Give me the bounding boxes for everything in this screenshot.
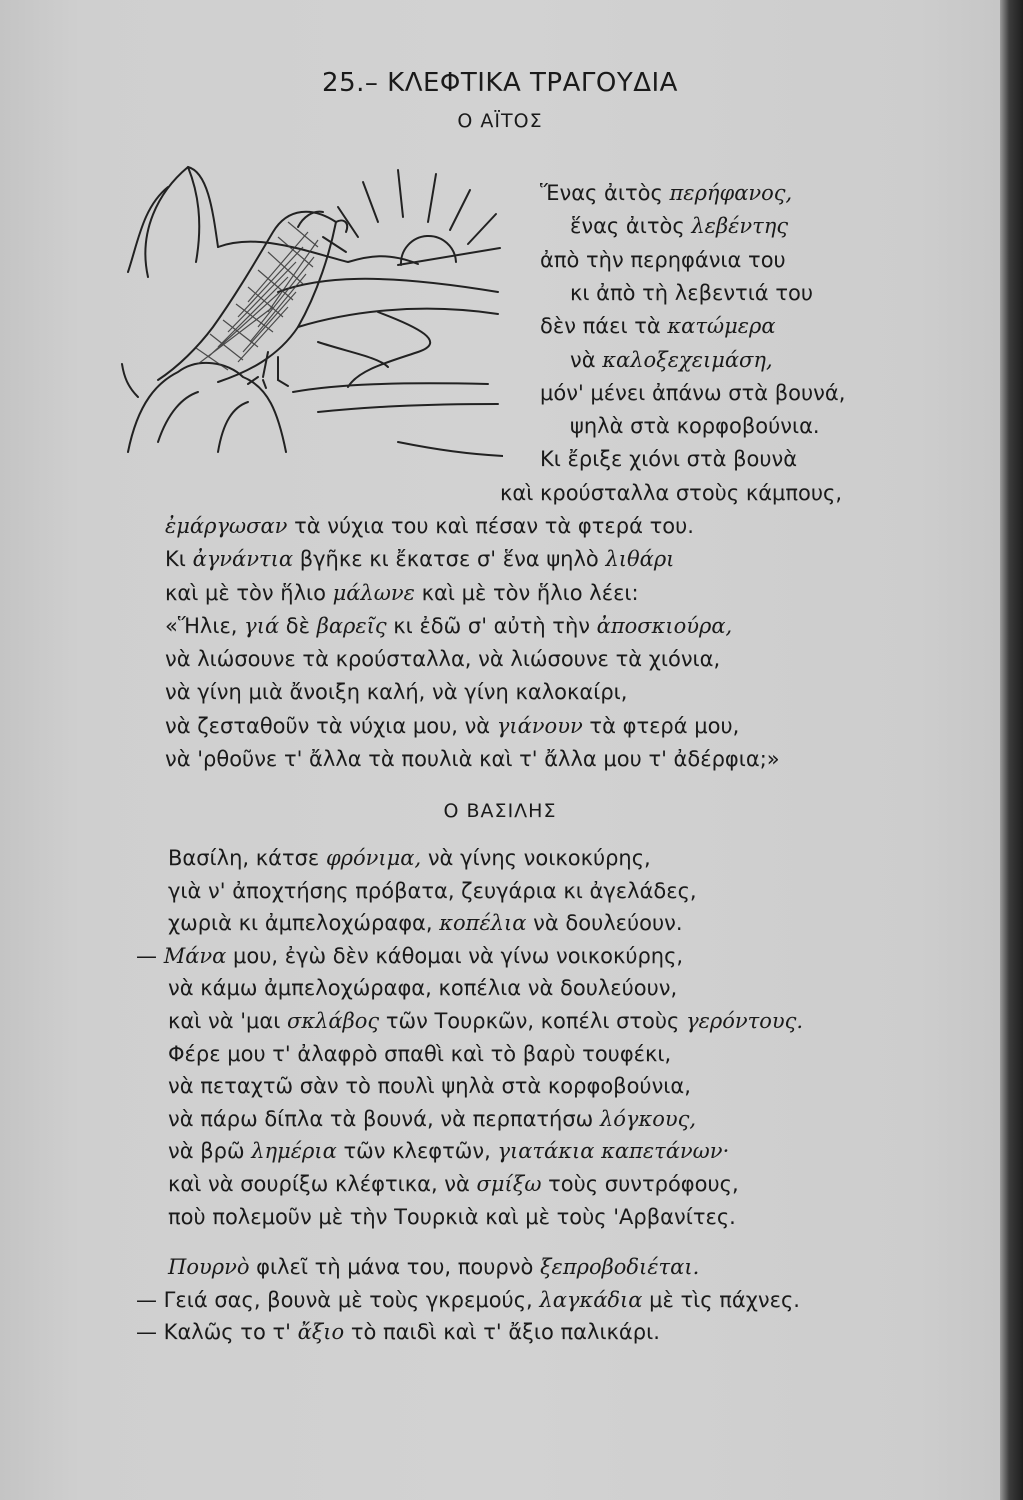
line-text: νὰ γίνη μιὰ ἄνοιξη καλή, νὰ γίνη καλοκαίρι, [165,680,628,704]
line-text: καὶ κρούσταλλα στοὺς κάμπους, [500,481,843,505]
line-text: μόν' μένει ἀπάνω στὰ βουνά, [540,381,846,405]
line-text: — Γειά σας, βουνὰ μὲ τοὺς γκρεμούς, [136,1288,540,1312]
line-text: τὸ παιδὶ καὶ τ' ἄξιο παλικάρι. [344,1320,660,1344]
poem-line [540,311,776,341]
line-text-italic: καλοξεχειμάση, [602,348,773,372]
line-text-italic: λόγκους, [599,1107,697,1131]
line-text-italic: ἄξιο [297,1320,345,1344]
line-text-italic: κατώμερα [667,314,776,338]
line-text-italic: γερόντους. [686,1009,804,1033]
poem-line [168,843,651,873]
line-text: Ἕνας ἀιτὸς [540,181,670,205]
line-text: καὶ νὰ 'μαι [168,1009,288,1033]
line-text: καὶ μὲ τὸν ἥλιο [165,581,333,605]
line-text: νὰ [570,348,603,372]
line-text-italic: ἀγνάντια [192,547,294,571]
line-text: νὰ λιώσουνε τὰ κρούσταλλα, νὰ λιώσουνε τὰ χιόνια, [165,647,721,671]
line-text: τοὺς συντρόφους, [541,1172,739,1196]
line-text: νὰ πάρω δίπλα τὰ βουνά, νὰ περπατήσω [168,1107,600,1131]
line-text: νὰ ζεσταθοῦν τὰ νύχια μου, νὰ [165,714,497,738]
poem-line [540,245,786,275]
poem-line [540,178,792,208]
eagle-illustration [118,152,503,467]
poem-line [570,211,788,241]
line-text: Κι ἔριξε χιόνι στὰ βουνὰ [540,447,798,471]
poem-line [165,511,694,541]
poem-line [168,1202,736,1232]
poem-line [168,876,697,906]
line-text-italic: λημέρια [251,1139,337,1163]
line-text: μὲ τὶς πάχνες. [642,1288,800,1312]
line-text: βγῆκε κι ἔκατσε σ' ἕνα ψηλὸ [293,547,606,571]
line-text-italic: περήφανος, [669,181,793,205]
line-text: νὰ κάμω ἀμπελοχώραφα, κοπέλια νὰ δουλεύουν, [168,976,678,1000]
poem-line [168,1169,739,1199]
line-text: νὰ πεταχτῶ σὰν τὸ πουλὶ ψηλὰ στὰ κορφοβούνια, [168,1074,691,1098]
line-text-italic: φρόνιμα, [325,846,422,870]
poem-line [168,1252,699,1282]
poem-line [136,1285,800,1315]
line-text-italic: ἐμάργωσαν [165,514,288,538]
poem-title-vasilis: Ο ΒΑΣΙΛΗΣ [443,800,557,822]
line-text: νὰ βρῶ [168,1139,252,1163]
line-text: ἕνας ἀιτὸς [570,214,692,238]
line-text: Κι [165,547,193,571]
line-text: Φέρε μου τ' ἀλαφρὸ σπαθὶ καὶ τὸ βαρὺ τουφέκι, [168,1042,672,1066]
line-text: Βασίλη, κάτσε [168,846,326,870]
line-text-italic: βαρεῖς [316,614,387,638]
poem-line [165,677,627,707]
line-text: δὲ [279,614,317,638]
poem-line [165,744,780,774]
poem-line [165,711,739,741]
poem-line [570,278,813,308]
line-text: φιλεῖ τὴ μάνα του, πουρνὸ [249,1255,540,1279]
line-text: νὰ 'ρθοῦνε τ' ἄλλα τὰ πουλιὰ καὶ τ' ἄλλα μου τ' ἀδέρφια;» [165,747,780,771]
line-text: — Καλῶς το τ' [136,1320,298,1344]
poem-line [168,973,677,1003]
poem-line [165,578,639,608]
line-text-italic: ξεπροβοδιέται. [539,1255,700,1279]
line-text-italic: σμίξω [476,1172,542,1196]
poem-line [168,1136,729,1166]
poem-line [168,908,683,938]
line-text: καὶ μὲ τὸν ἥλιο λέει: [414,581,639,605]
line-text-italic: ἀποσκιούρα, [596,614,733,638]
line-text: ἀπὸ τὴν περηφάνια του [540,248,786,272]
line-text: χωριὰ κι ἀμπελοχώραφα, [168,911,440,935]
line-text-italic: γιάνουν [496,714,583,738]
line-text-italic: σκλάβος [287,1009,380,1033]
chapter-heading: 25.– ΚΛΕΦΤΙΚΑ ΤΡΑΓΟΥΔΙΑ [322,68,678,98]
line-text-italic: γιά [244,614,280,638]
line-text: μου, ἐγὼ δὲν κάθομαι νὰ γίνω νοικοκύρης, [226,944,684,968]
line-text-italic: κοπέλια [439,911,527,935]
line-text: καὶ νὰ σουρίξω κλέφτικα, νὰ [168,1172,477,1196]
poem-line [165,611,732,641]
poem-line [136,1317,660,1347]
poem-title-aitos: Ο ΑΪΤΟΣ [457,110,543,132]
line-text: τῶν Τουρκῶν, κοπέλι στοὺς [379,1009,687,1033]
poem-line [168,1006,803,1036]
line-text: τὰ φτερά μου, [582,714,740,738]
line-text: νὰ δουλεύουν. [526,911,683,935]
line-text-italic: λεβέντης [691,214,789,238]
poem-line [168,1104,696,1134]
line-text: κι ἀπὸ τὴ λεβεντιά του [570,281,813,305]
poem-line [570,345,773,375]
poem-line [570,411,820,441]
poem-line [540,444,797,474]
poem-line [168,1039,671,1069]
line-text-italic: Πουρνὸ [168,1255,250,1279]
poem-line [540,378,845,408]
line-text: τὰ νύχια του καὶ πέσαν τὰ φτερά του. [287,514,694,538]
poem-line [168,1071,691,1101]
line-text: — [136,944,164,968]
line-text-italic: λαγκάδια [539,1288,643,1312]
line-text-italic: γιατάκια καπετάνων· [497,1139,730,1163]
page-edge-shadow [1000,0,1023,1500]
line-text-italic: Μάνα [163,944,227,968]
line-text: νὰ γίνης νοικοκύρης, [421,846,651,870]
line-text: δὲν πάει τὰ [540,314,668,338]
poem-line [500,478,842,508]
poem-line [165,544,674,574]
line-text: ποὺ πολεμοῦν μὲ τὴν Τουρκιὰ καὶ μὲ τοὺς 'Αρβανίτες. [168,1205,736,1229]
line-text: «Ἥλιε, [165,614,245,638]
line-text-italic: μάλωνε [332,581,415,605]
line-text-italic: λιθάρι [605,547,675,571]
poem-line [136,941,683,971]
line-text: ψηλὰ στὰ κορφοβούνια. [570,414,820,438]
line-text: κι ἐδῶ σ' αὐτὴ τὴν [386,614,597,638]
poem-line [165,644,720,674]
line-text: γιὰ ν' ἀποχτήσης πρόβατα, ζευγάρια κι ἀγελάδες, [168,879,697,903]
line-text: τῶν κλεφτῶν, [336,1139,498,1163]
